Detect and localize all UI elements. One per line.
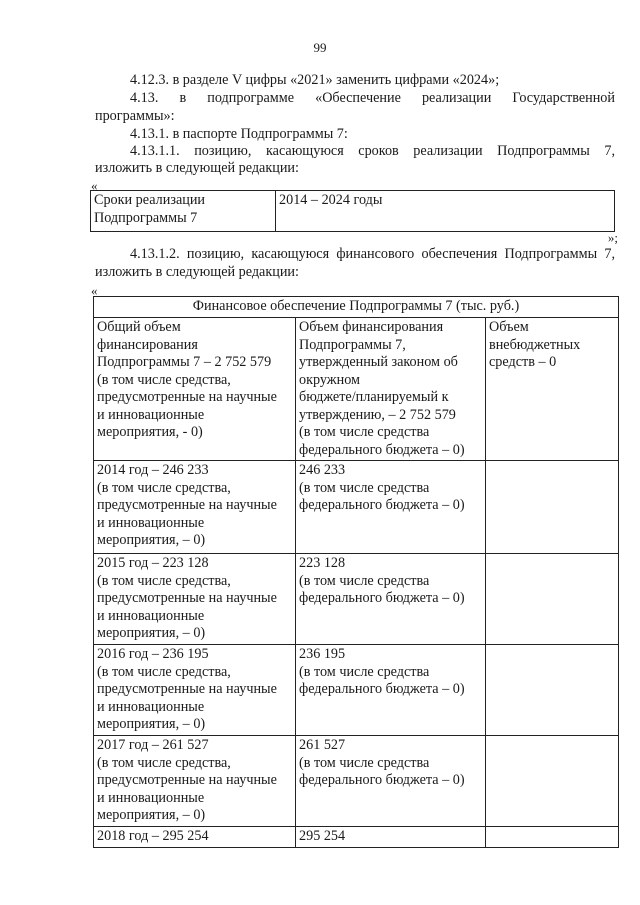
cell-text-line: окружном (299, 371, 360, 388)
year-total-cell (94, 461, 296, 554)
year-extrabudgetary-cell (486, 736, 619, 827)
paragraph-4-13-line2: программы»: (95, 108, 175, 124)
cell-text-line: (в том числе средства (299, 424, 430, 440)
cell-text-line: 2014 год – 246 233 (97, 462, 209, 478)
cell-text-line: (в том числе средства (299, 663, 430, 680)
cell-text-line: (в том числе средства, (97, 663, 231, 680)
total-financing-cell (94, 318, 296, 461)
paragraph-4-13-1-1-line2: изложить в следующей редакции: (95, 160, 299, 176)
year-extrabudgetary-cell (486, 827, 619, 848)
cell-text-line: федерального бюджета – 0) (299, 772, 465, 788)
term-label-line: Подпрограммы 7 (94, 209, 198, 226)
cell-text-line: (в том числе средства (299, 479, 430, 496)
cell-text-line: мероприятия, – 0) (97, 807, 206, 823)
year-budget-cell (296, 554, 486, 645)
table-row (94, 554, 619, 645)
table-row (94, 645, 619, 736)
cell-text-line: федерального бюджета – 0) (299, 497, 465, 513)
table-row (94, 318, 619, 461)
year-budget-cell (296, 736, 486, 827)
cell-text-line: и инновационные (97, 607, 205, 624)
financing-table-header: Финансовое обеспечение Подпрограммы 7 (тыс. руб.) (94, 297, 619, 318)
table-row (94, 736, 619, 827)
term-table (90, 190, 615, 232)
cell-text-line: мероприятия, – 0) (97, 532, 206, 548)
cell-text-line: финансирования (97, 336, 198, 353)
opening-quote: « (91, 283, 98, 298)
cell-text-line: 2016 год – 236 195 (97, 646, 209, 662)
year-budget-cell (296, 461, 486, 554)
table-row (94, 461, 619, 554)
cell-text-line: 246 233 (299, 462, 346, 478)
budget-financing-cell (296, 318, 486, 461)
year-total-cell (94, 827, 296, 848)
cell-text-line: бюджете/планируемый к (299, 389, 449, 405)
table-row (94, 827, 619, 848)
extrabudgetary-cell (486, 318, 619, 461)
financing-table (93, 296, 619, 848)
cell-text-line: 2018 год – 295 254 (97, 828, 209, 844)
cell-text-line: 236 195 (299, 646, 346, 662)
cell-text-line: и инновационные (97, 698, 205, 715)
closing-quote: »; (607, 230, 618, 245)
paragraph-4-13-1-2-line2: изложить в следующей редакции: (95, 264, 299, 280)
cell-text-line: предусмотренные на научные (97, 772, 277, 788)
cell-text-line: утвержденный законом об (299, 354, 458, 370)
cell-text-line: и инновационные (97, 514, 205, 531)
paragraph-4-13-1-2-line1: 4.13.1.2. позицию, касающуюся финансового обеспечения Подпрограммы 7, (130, 246, 615, 262)
cell-text-line: 295 254 (299, 828, 346, 844)
cell-text-line: федерального бюджета – 0) (299, 590, 465, 606)
cell-text-line: утверждению, – 2 752 579 (299, 406, 456, 423)
page-number: 99 (313, 40, 327, 55)
cell-text-line: и инновационные (97, 789, 205, 806)
cell-text-line: (в том числе средства, (97, 572, 231, 589)
year-budget-cell (296, 645, 486, 736)
cell-text-line: Подпрограммы 7, (299, 336, 406, 353)
opening-quote: « (91, 178, 98, 193)
year-total-cell (94, 645, 296, 736)
cell-text-line: Подпрограммы 7 – 2 752 579 (97, 354, 272, 370)
paragraph-4-13-line1: 4.13. в подпрограмме «Обеспечение реализации Государственной (130, 90, 615, 106)
year-extrabudgetary-cell (486, 461, 619, 554)
cell-text-line: 2015 год – 223 128 (97, 555, 209, 571)
cell-text-line: предусмотренные на научные (97, 389, 277, 405)
cell-text-line: федерального бюджета – 0) (299, 681, 465, 697)
term-label-line: Сроки реализации (94, 192, 206, 208)
term-label-cell (91, 191, 276, 232)
cell-text-line: мероприятия, – 0) (97, 716, 206, 732)
cell-text-line: предусмотренные на научные (97, 497, 277, 513)
term-value-cell: 2014 – 2024 годы (276, 191, 615, 232)
cell-text-line: средств – 0 (489, 354, 557, 370)
year-total-cell (94, 736, 296, 827)
cell-text-line: (в том числе средства, (97, 754, 231, 771)
cell-text-line: мероприятия, - 0) (97, 424, 203, 440)
cell-text-line: 261 527 (299, 737, 346, 753)
cell-text-line: Объем финансирования (299, 319, 444, 335)
cell-text-line: Общий объем (97, 319, 181, 335)
cell-text-line: предусмотренные на научные (97, 590, 277, 606)
paragraph-4-13-1-1-line1: 4.13.1.1. позицию, касающуюся сроков реализации Подпрограммы 7, (130, 143, 615, 159)
year-extrabudgetary-cell (486, 554, 619, 645)
cell-text-line: внебюджетных (489, 336, 581, 353)
year-total-cell (94, 554, 296, 645)
cell-text-line: (в том числе средства, (97, 479, 231, 496)
cell-text-line: федерального бюджета – 0) (299, 441, 465, 458)
cell-text-line: и инновационные (97, 406, 205, 423)
cell-text-line: (в том числе средства (299, 754, 430, 771)
year-extrabudgetary-cell (486, 645, 619, 736)
cell-text-line: (в том числе средства (299, 572, 430, 589)
cell-text-line: Объем (489, 319, 529, 335)
year-budget-cell (296, 827, 486, 848)
cell-text-line: мероприятия, – 0) (97, 625, 206, 641)
cell-text-line: (в том числе средства, (97, 371, 231, 388)
cell-text-line: предусмотренные на научные (97, 681, 277, 697)
paragraph-4-12-3: 4.12.3. в разделе V цифры «2021» заменить цифрами «2024»; (130, 72, 500, 88)
paragraph-4-13-1: 4.13.1. в паспорте Подпрограммы 7: (130, 126, 348, 142)
cell-text-line: 2017 год – 261 527 (97, 737, 209, 753)
cell-text-line: 223 128 (299, 555, 346, 571)
